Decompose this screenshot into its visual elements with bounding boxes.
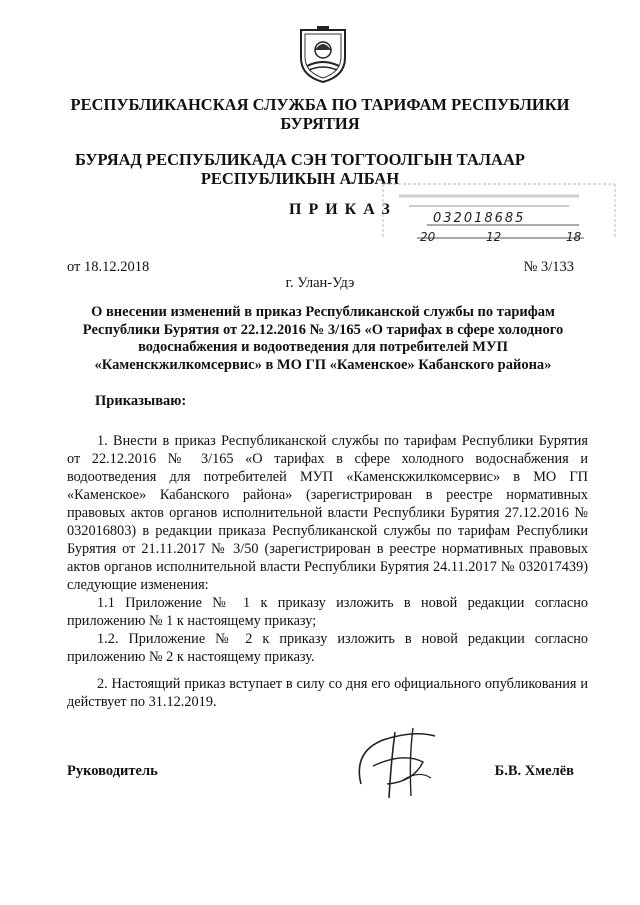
order-date: от 18.12.2018: [67, 259, 150, 275]
title-line: «Каменскжилкомсервис» в МО ГП «Каменское» Кабанского района»: [94, 356, 552, 373]
org-bua-line1: БУРЯАД РЕСПУБЛИКАДА СЭН ТОГТООЛГЫН ТАЛААР: [75, 150, 525, 169]
document-type: ПРИКАЗ: [289, 201, 397, 218]
org-ru-line1: РЕСПУБЛИКАНСКАЯ СЛУЖБА ПО ТАРИФАМ РЕСПУБЛИКИ: [70, 95, 570, 114]
registration-year: 18: [566, 230, 582, 244]
title-line: водоснабжения и водоотведения для потребителей МУП: [138, 339, 508, 355]
org-ru-line2: БУРЯТИЯ: [280, 114, 360, 133]
handwritten-signature: [343, 722, 463, 802]
order-items-2: [67, 675, 588, 711]
title-line: Республики Бурятия от 22.12.2016 № 3/165 «О тарифах в сфере холодного: [82, 321, 564, 338]
registration-month: 12: [486, 230, 502, 244]
item-1: 1. Внести в приказ Республиканской службы по тарифам Республики Бурятия от 22.12.2016 № 3/165 «О тарифах в сфере холодного водоснабжения и водоотведения для потребителей МУП «Каменскжилкомсервис» в МО ГП «Каменское» Кабанского района» (зарегистрирован в реестре нормативных правовых актов органов исполнительной власти Республики Бурятия 27.12.2016 № 032016803) в редакции приказа Республиканской службы по тарифам Республики Бурятия от 21.11.2017 № 3/50 (зарегистрирован в реестре нормативных правовых актов органов исполнительной власти Республики Бурятия 24.11.2017 № 032017439) следующие изменения:: [67, 433, 588, 593]
order-city: г. Улан-Удэ: [285, 275, 355, 291]
registration-day: 20: [420, 230, 436, 244]
item-2: 2. Настоящий приказ вступает в силу со дня его официального опубликования и действует по 31.12.2019.: [67, 676, 588, 710]
registration-number: 032018685: [433, 211, 526, 226]
item-1-1: 1.1 Приложение № 1 к приказу изложить в новой редакции согласно приложению № 1 к настоящему приказу;: [67, 595, 588, 629]
signatory-name: Б.В. Хмелёв: [494, 763, 574, 779]
order-title: [70, 304, 576, 374]
coat-of-arms-icon: [297, 24, 349, 84]
organization-name-ru: [0, 95, 640, 133]
item-1-2: 1.2. Приложение № 2 к приказу изложить в новой редакции согласно приложению № 2 к настоящему приказу.: [67, 631, 588, 665]
order-number: № 3/133: [523, 259, 574, 275]
org-bua-line2: РЕСПУБЛИКЫН АЛБАН: [200, 169, 400, 188]
signatory-position: Руководитель: [67, 763, 158, 779]
order-word: Приказываю:: [95, 393, 187, 409]
order-items-1: [67, 432, 588, 666]
title-line: О внесении изменений в приказ Республиканской службы по тарифам: [91, 304, 555, 320]
